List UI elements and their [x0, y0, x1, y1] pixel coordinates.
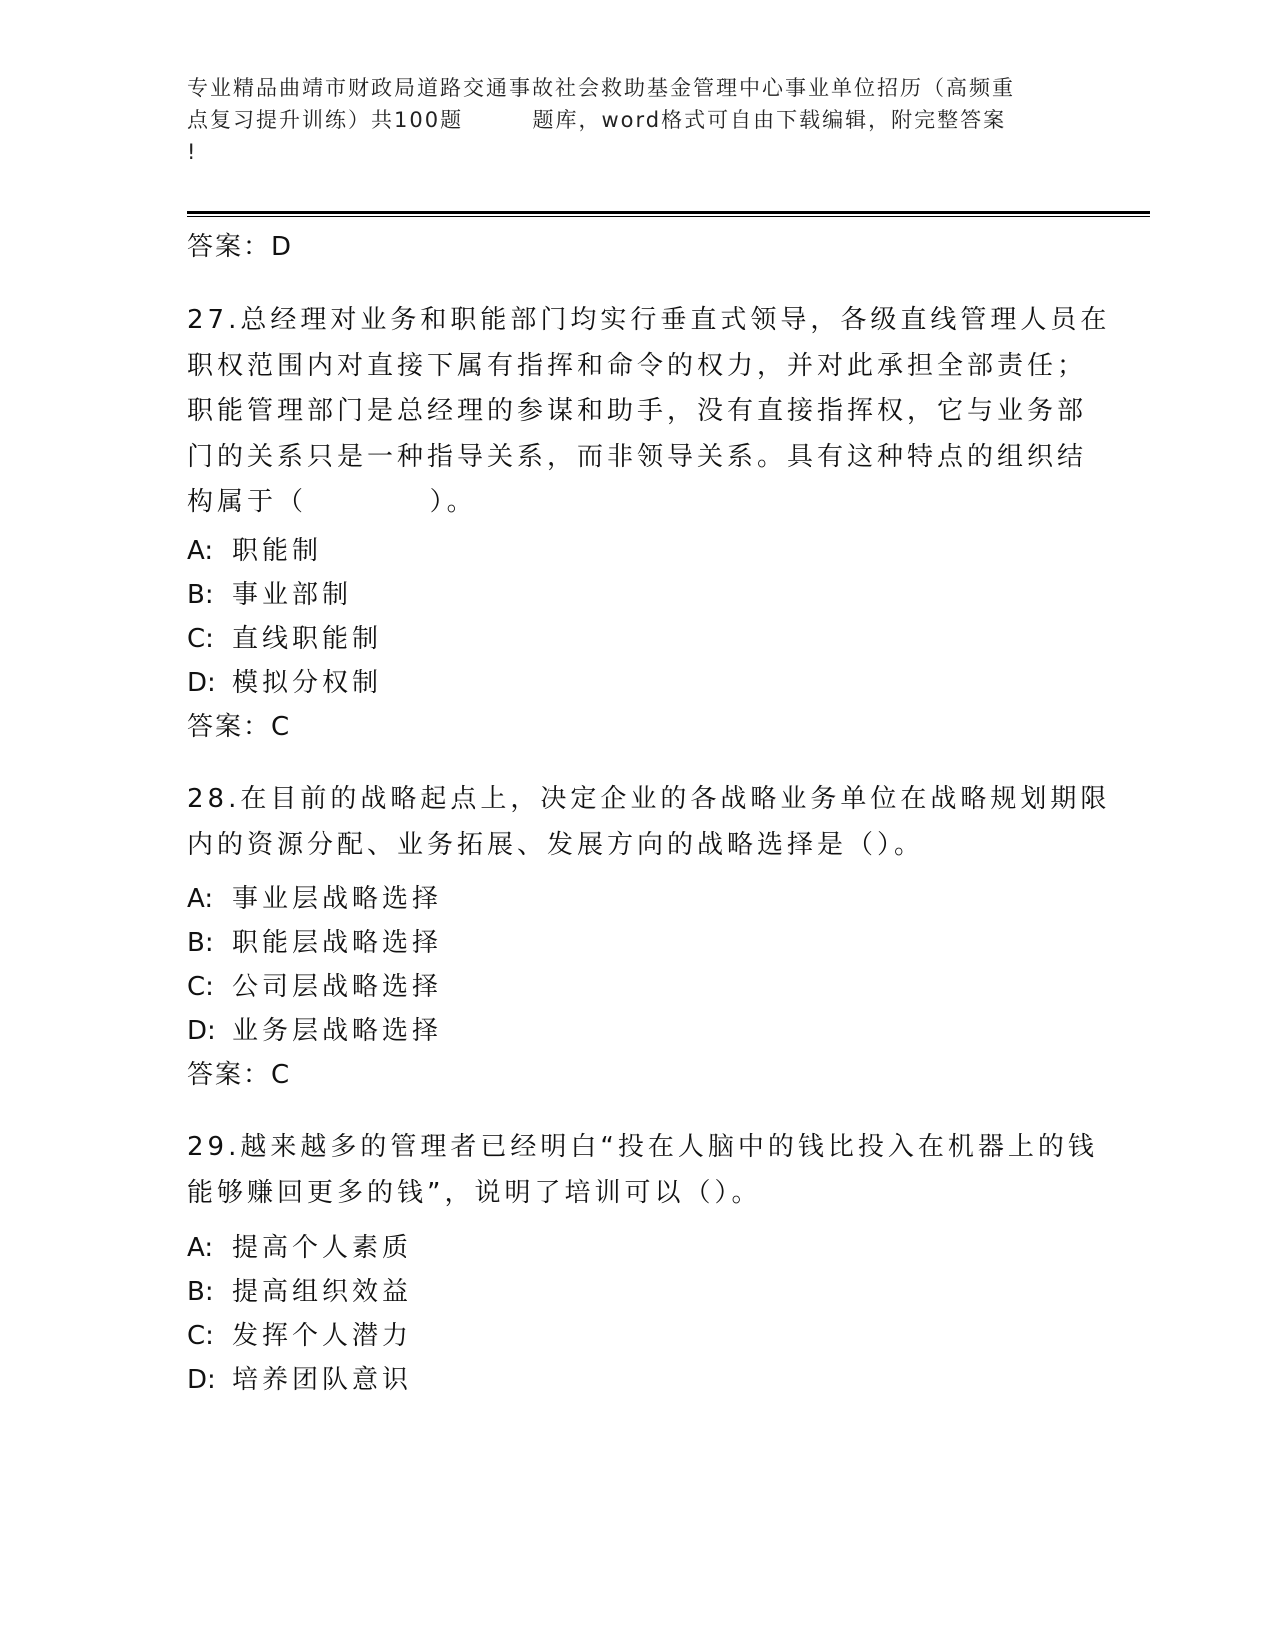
option-text: 公司层战略选择	[232, 972, 443, 1002]
option-key: A:	[187, 1233, 214, 1263]
option-text: 业务层战略选择	[232, 1016, 443, 1046]
question-27-option-d	[187, 662, 382, 699]
option-text: 培养团队意识	[232, 1365, 413, 1395]
option-text: 提高组织效益	[232, 1277, 413, 1307]
question-27-option-a	[187, 530, 322, 567]
question-27-option-c	[187, 618, 382, 655]
question-29-option-d	[187, 1359, 412, 1396]
option-key: B:	[187, 580, 214, 610]
question-line: 能够赚回更多的钱”，说明了培训可以（）。	[187, 1177, 762, 1208]
option-text: 模拟分权制	[232, 668, 383, 698]
option-text: 事业部制	[232, 580, 353, 610]
option-key: D:	[187, 668, 216, 698]
option-text: 职能制	[232, 536, 323, 566]
option-key: B:	[187, 928, 214, 958]
option-key: D:	[187, 1016, 216, 1046]
question-27-text	[187, 298, 1111, 526]
option-key: D:	[187, 1365, 216, 1395]
question-27-option-b	[187, 574, 352, 611]
question-line: 职能管理部门是总经理的参谋和助手，没有直接指挥权，它与业务部	[187, 396, 1088, 427]
document-header	[187, 72, 1087, 168]
question-line: 28.在目前的战略起点上，决定企业的各战略业务单位在战略规划期限	[187, 784, 1111, 814]
question-line: 职权范围内对直接下属有指挥和命令的权力，并对此承担全部责任；	[187, 350, 1088, 381]
option-text: 提高个人素质	[232, 1233, 413, 1263]
option-key: A:	[187, 884, 214, 914]
question-line: 门的关系只是一种指导关系，而非领导关系。具有这种特点的组织结	[187, 441, 1088, 472]
option-text: 事业层战略选择	[232, 884, 443, 914]
option-key: C:	[187, 972, 214, 1002]
option-key: C:	[187, 1321, 214, 1351]
question-29-option-b	[187, 1271, 412, 1308]
header-line: 点复习提升训练）共100题 题库，word格式可自由下载编辑，附完整答案	[187, 108, 1007, 132]
question-line: 27.总经理对业务和职能部门均实行垂直式领导，各级直线管理人员在	[187, 305, 1111, 335]
header-divider-thick	[187, 211, 1150, 214]
question-28-option-a	[187, 878, 442, 915]
header-line: 专业精品曲靖市财政局道路交通事故社会救助基金管理中心事业单位招历（高频重	[187, 76, 1015, 100]
question-line: 内的资源分配、业务拓展、发展方向的战略选择是（）。	[187, 829, 925, 860]
question-28-text	[187, 777, 1111, 868]
question-28-option-d	[187, 1010, 442, 1047]
question-line: 29.越来越多的管理者已经明白“投在人脑中的钱比投入在机器上的钱	[187, 1132, 1098, 1162]
question-29-option-c	[187, 1315, 412, 1352]
question-line: 构属于（ ）。	[187, 487, 477, 518]
option-text: 直线职能制	[232, 624, 383, 654]
option-key: C:	[187, 624, 214, 654]
answer-27: 答案：C	[187, 712, 292, 742]
question-28-option-c	[187, 966, 442, 1003]
option-text: 职能层战略选择	[232, 928, 443, 958]
question-29-option-a	[187, 1227, 412, 1264]
header-divider-thin	[187, 216, 1150, 217]
option-key: A:	[187, 536, 214, 566]
question-28-option-b	[187, 922, 442, 959]
option-key: B:	[187, 1277, 214, 1307]
answer-26: 答案：D	[187, 232, 294, 262]
option-text: 发挥个人潜力	[232, 1321, 413, 1351]
header-line: !	[187, 140, 198, 164]
question-29-text	[187, 1125, 1098, 1216]
answer-28: 答案：C	[187, 1060, 292, 1090]
